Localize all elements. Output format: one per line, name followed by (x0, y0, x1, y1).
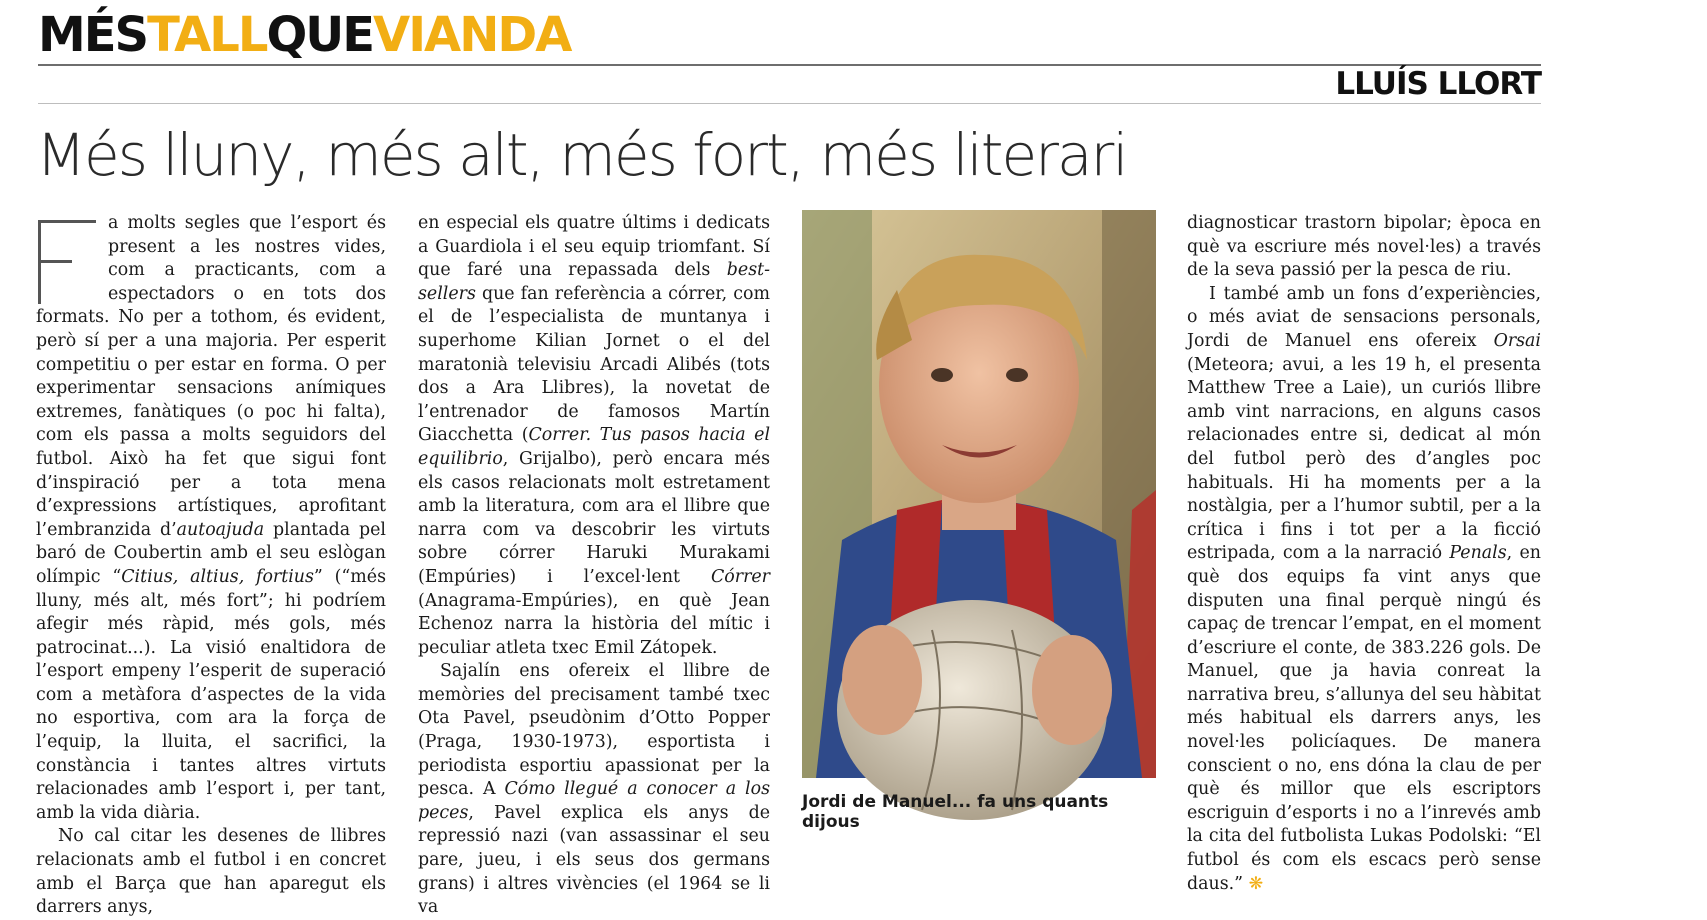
paragraph: diagnosticar trastorn bipolar; època en què va escriure més novel·les) a través de la seva passió per la pesca de riu. (1187, 213, 1541, 281)
paragraph-text: que fan referència a córrer, com el de l’especialista de muntanya i superhome Kilian Jornet o el del maratonià televisiu Arcadi Alibés (tots dos a Ara Llibres), la novetat de l’entrenador de famosos Martín Giacchetta ( (418, 283, 770, 446)
paragraph-text: plantada pel baró de Coubertin amb el seu eslògan olímpic “ (36, 519, 386, 587)
italic-text: Penals (1449, 543, 1507, 564)
paragraph (1187, 283, 1541, 896)
paragraph-text: en especial els quatre últims i dedicats a Guardiola i el seu equip triomfant. Sí que faré una repassada dels (418, 213, 770, 281)
article-column-2 (418, 212, 771, 918)
drop-cap (36, 218, 100, 306)
paragraph (418, 212, 770, 660)
drop-cap-letter-f-icon (36, 218, 100, 306)
article-column-4 (1187, 212, 1541, 902)
article-photo (802, 210, 1156, 778)
paragraph-text: I també amb un fons d’experiències, o més aviat de sensacions personals, Jordi de Manuel ens ofereix (1187, 283, 1541, 351)
masthead-word-que: QUE (266, 7, 374, 63)
article-headline: Més lluny, més alt, més fort, més literari (36, 121, 1127, 189)
section-masthead (38, 4, 570, 66)
paragraph-text: , Grijalbo), però encara més els casos relacionats molt estretament amb la literatura, com ara el llibre que narra com va descobrir les virtuts sobre córrer Haruki Murakami (Empúries) i l’excel·lent (418, 448, 770, 587)
paragraph-text: (Meteora; avui, a les 19 h, el presenta Matthew Tree a Laie), un curiós llibre amb vint narracions, en alguns casos relacionades entre si, dedicat al món del futbol però des d’angles poc habituals. Hi ha moments per a la nostàlgia, per a l’humor subtil, per a la crítica i fins i tot per a la ficció estripada, com a la narració (1187, 354, 1541, 564)
masthead-rule (38, 64, 1541, 66)
italic-text: Cómo llegué a conocer a los peces (418, 779, 770, 823)
italic-text: autoajuda (176, 519, 265, 540)
masthead-word-tall: TALL (147, 7, 267, 63)
masthead-word-vianda: VIANDA (373, 7, 571, 63)
article-column-1 (36, 212, 386, 918)
paragraph-text: ” (“més lluny, més alt, més fort”; hi podríem afegir més ràpid, més gols, més patrocinat...). La visió enaltidora de l’esport empeny l’esperit de superació com a metàfora d’aspectes de la vida no esportiva, com ara la força de l’equip, la lluita, el sacrifici, la constància i tantes altres virtuts relacionades amb l’esport i, per tant, amb la vida diària. (36, 566, 386, 823)
paragraph-text: Sajalín ens ofereix el llibre de memòries del precisament també txec Ota Pavel, pseudònim d’Otto Popper (Praga, 1930-1973), esportista i periodista esportiu apassionat per la pesca. A (418, 661, 770, 800)
byline-rule (38, 103, 1541, 104)
author-byline: LLUÍS LLORT (1335, 66, 1541, 102)
paragraph-text: , Pavel explica els anys de repressió nazi (van assassinar el seu pare, jueu, i els seus dos germans grans) i altres vivències (el 1964 se li va (418, 802, 770, 918)
italic-text: Córrer (710, 566, 770, 587)
paragraph-text: (Anagrama-Empúries), en què Jean Echenoz narra la història del mític i peculiar atleta txec Emil Zátopek. (418, 590, 770, 658)
italic-text: Citius, altius, fortius (121, 566, 314, 587)
paragraph: No cal citar les desenes de llibres relacionats amb el futbol i en concret amb el Barça que han aparegut els darrers anys, (36, 826, 386, 918)
masthead-word-mes: MÉS (38, 7, 148, 63)
italic-text: Correr. Tus pasos hacia el equilibrio (418, 425, 771, 469)
paragraph-text: a molts segles que l’esport és present a les nostres vides, com a practicants, com a espectadors o en tots dos formats. No per a tothom, és evident, però sí per a una majoria. Per esperit competitiu o per estar en forma. O per experimentar sensacions anímiques extremes, fanàtiques (o poc hi falta), com els passa a molts seguidors del futbol. Això ha fet que sigui font d’inspiració per a tota mena d’expressions artístiques, aprofitant l’embranzida d’ (36, 213, 386, 540)
paragraph (418, 660, 770, 920)
boy-with-ball-photo-icon (802, 210, 1156, 778)
italic-text: best-sellers (418, 260, 770, 304)
end-of-article-icon: ❋ (1248, 873, 1264, 894)
photo-caption: Jordi de Manuel... fa uns quants dijous (802, 792, 1109, 832)
italic-text: Orsai (1493, 330, 1541, 351)
paragraph-text: , en què dos equips fa vint anys que disputen una final perquè ningú és capaç de trencar l’empat, en el moment d’escriure el conte, de 383.226 gols. De Manuel, que ja havia conreat la narrativa breu, s’allunya del seu hàbitat més habitual els darrers anys, les novel·les policíaques. De manera conscient o no, ens dóna la clau de per què és millor que els escriptors escriguin d’esports i no a l’inrevés amb la cita del futbolista Lukas Podolski: “El futbol és com els escacs però sense daus.” (1187, 543, 1541, 894)
